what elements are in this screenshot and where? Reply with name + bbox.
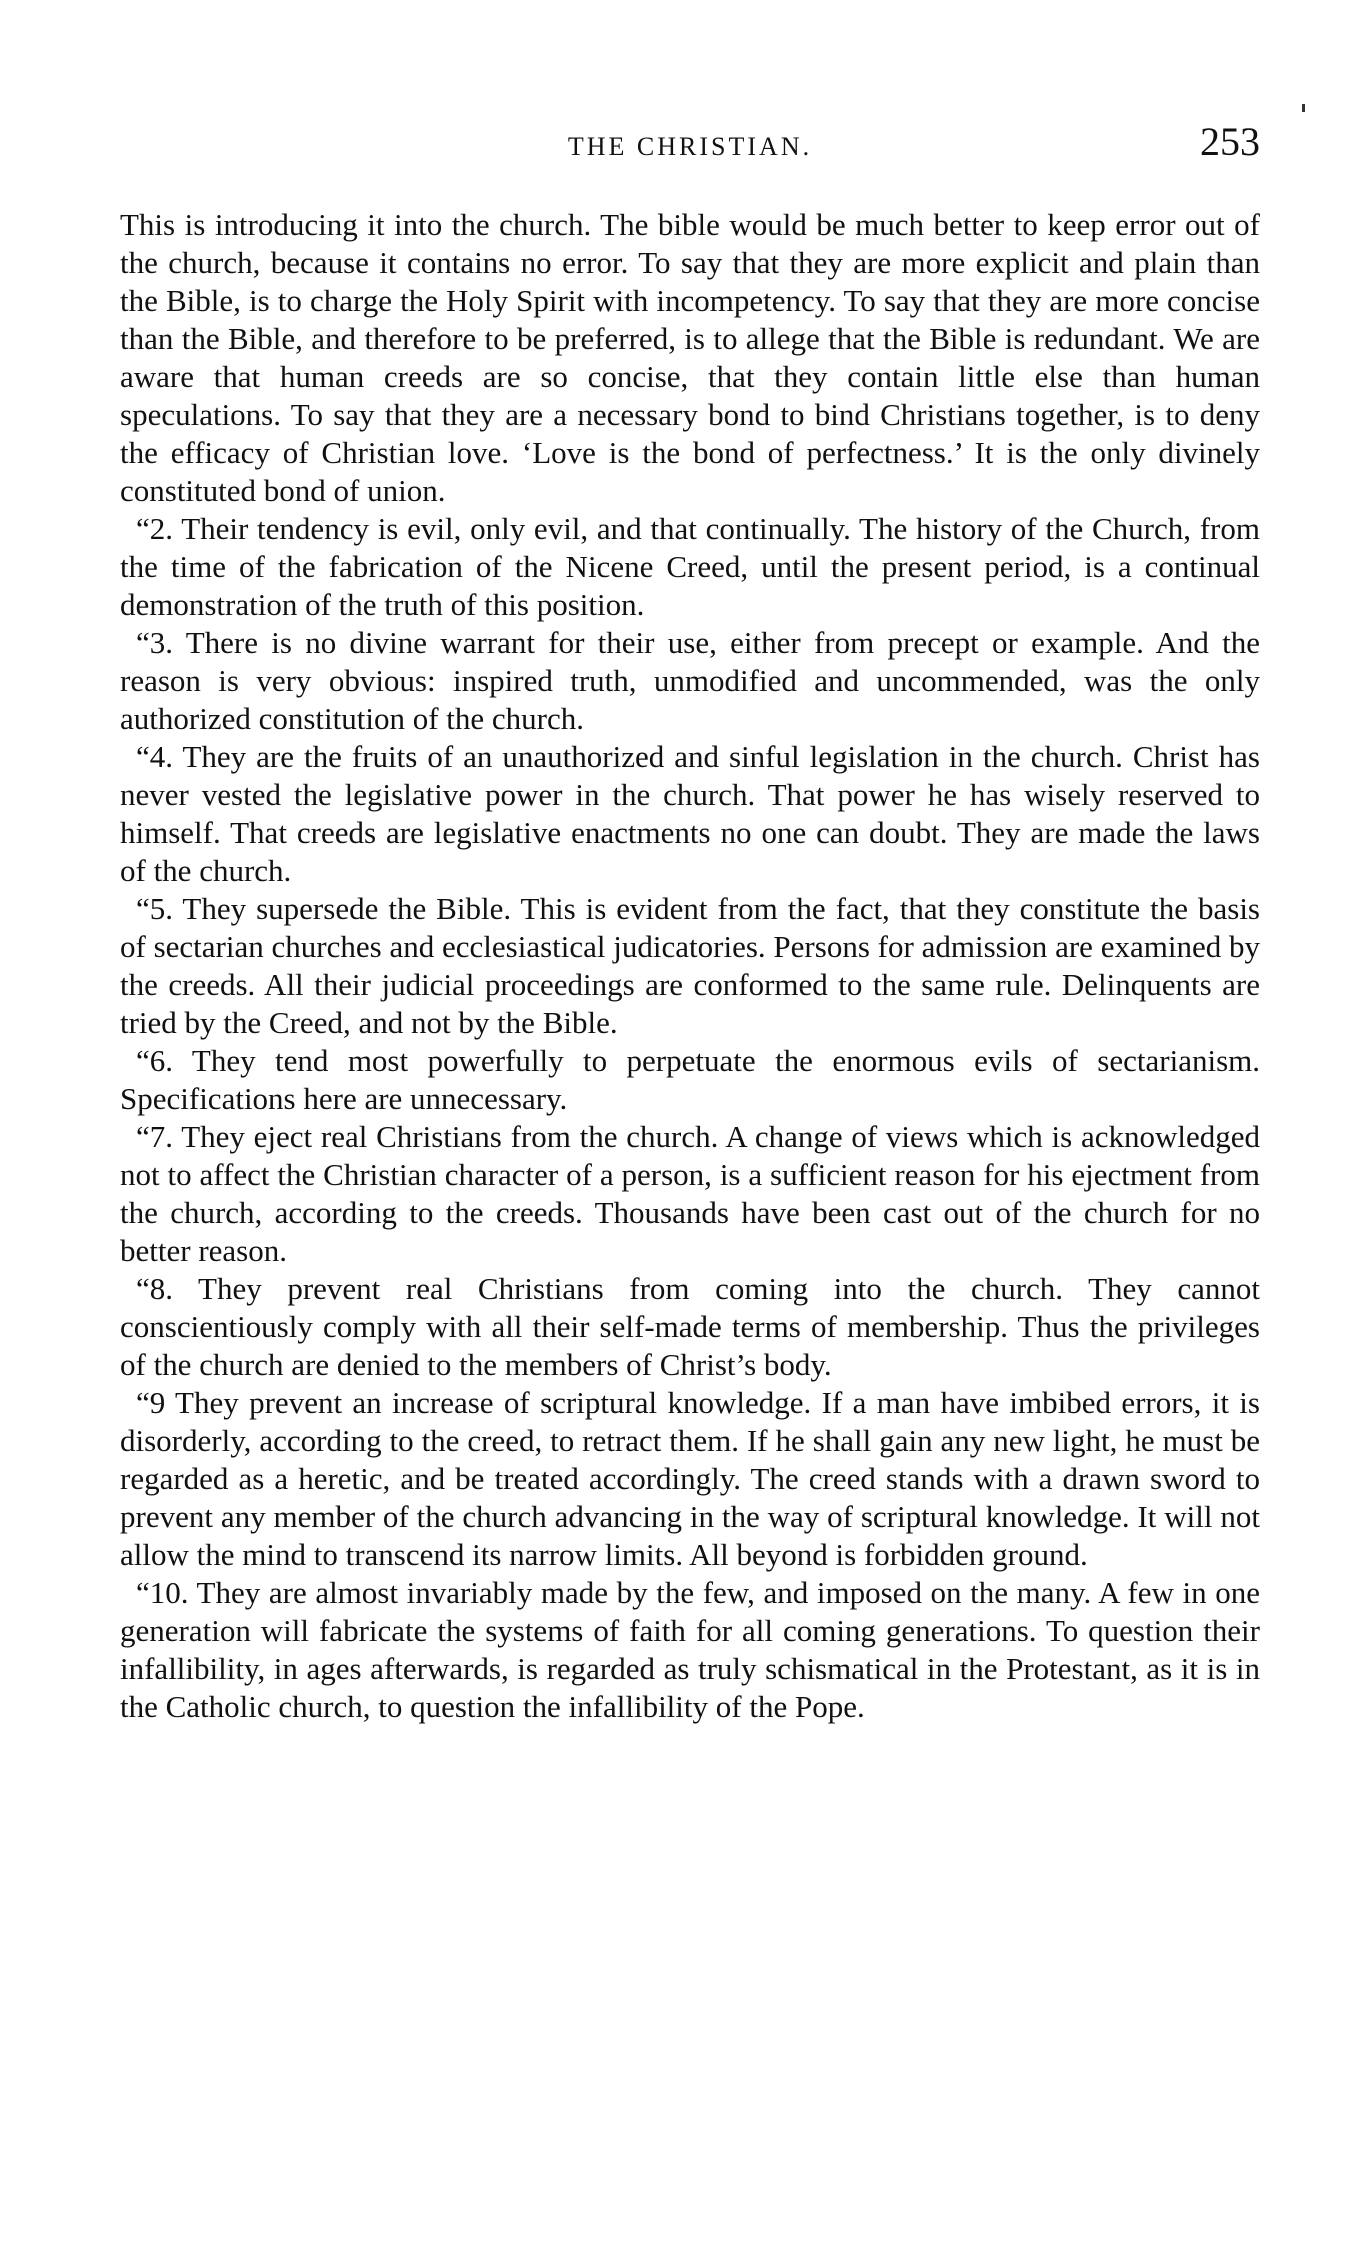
- page-header: [120, 118, 1260, 178]
- book-page: [120, 118, 1260, 1726]
- paragraph-point-6: “6. They tend most powerfully to perpetuate the enormous evils of sectarianism. Specifications here are unnecessary.: [120, 1043, 1260, 1116]
- paragraph-point-8: “8. They prevent real Christians from coming into the church. They cannot conscientiously comply with all their self-made terms of membership. Thus the privileges of the church are denied to the members of Christ’s body.: [120, 1271, 1260, 1382]
- print-speck: [1302, 104, 1305, 112]
- paragraph-continuation: This is introducing it into the church. The bible would be much better to keep error out of the church, because it contains no error. To say that they are more explicit and plain than the Bible, is to charge the Holy Spirit with incompetency. To say that they are more concise than the Bible, and therefore to be preferred, is to allege that the Bible is redundant. We are aware that human creeds are so concise, that they contain little else than human speculations. To say that they are a necessary bond to bind Christians together, is to deny the efficacy of Christian love. ‘Love is the bond of perfectness.’ It is the only divinely constituted bond of union.: [120, 207, 1260, 508]
- paragraph-point-3: “3. There is no divine warrant for their use, either from precept or example. And the reason is very obvious: inspired truth, unmodified and uncommended, was the only authorized constitution of the church.: [120, 625, 1260, 736]
- paragraph-point-10: “10. They are almost invariably made by the few, and imposed on the many. A few in one generation will fabricate the systems of faith for all coming generations. To question their infallibility, in ages afterwards, is regarded as truly schismatical in the Protestant, as it is in the Catholic church, to question the infallibility of the Pope.: [120, 1575, 1260, 1724]
- paragraph-point-9: “9 They prevent an increase of scriptural knowledge. If a man have imbibed errors, it is disorderly, according to the creed, to retract them. If he shall gain any new light, he must be regarded as a heretic, and be treated accordingly. The creed stands with a drawn sword to prevent any member of the church advancing in the way of scriptural knowledge. It will not allow the mind to transcend its narrow limits. All beyond is forbidden ground.: [120, 1385, 1260, 1572]
- paragraph-point-2: “2. Their tendency is evil, only evil, and that continually. The history of the Church, from the time of the fabrication of the Nicene Creed, until the present period, is a continual demonstration of the truth of this position.: [120, 511, 1260, 622]
- running-title: THE CHRISTIAN.: [567, 132, 813, 161]
- paragraph-point-7: “7. They eject real Christians from the church. A change of views which is acknowledged not to affect the Christian character of a person, is a sufficient reason for his ejectment from the church, according to the creeds. Thousands have been cast out of the church for no better reason.: [120, 1119, 1260, 1268]
- paragraph-point-5: “5. They supersede the Bible. This is evident from the fact, that they constitute the basis of sectarian churches and ecclesiastical judicatories. Persons for admission are examined by the creeds. All their judicial proceedings are conformed to the same rule. Delinquents are tried by the Creed, and not by the Bible.: [120, 891, 1260, 1040]
- paragraph-point-4: “4. They are the fruits of an unauthorized and sinful legislation in the church. Christ has never vested the legislative power in the church. That power he has wisely reserved to himself. That creeds are legislative enactments no one can doubt. They are made the laws of the church.: [120, 739, 1260, 888]
- page-number: 253: [1200, 119, 1260, 164]
- body-text: [120, 206, 1260, 1726]
